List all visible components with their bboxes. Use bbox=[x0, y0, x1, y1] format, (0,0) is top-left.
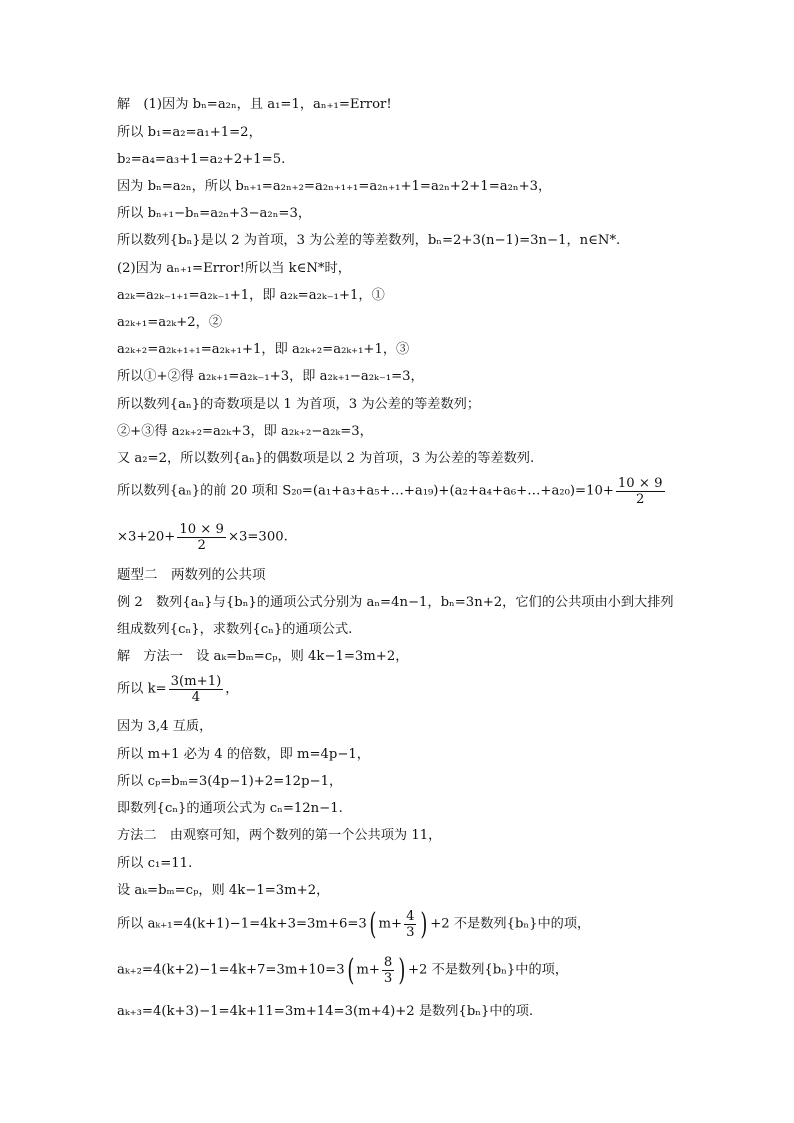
solution-line-4: 因为 bₙ=a₂ₙ，所以 bₙ₊₁=a₂ₙ₊₂=a₂ₙ₊₁₊₁=a₂ₙ₊₁+1=a₂ₙ+2+1=a₂ₙ+3， bbox=[117, 179, 552, 194]
example-line-1: 例 2 数列{aₙ}与{bₙ}的通项公式分别为 aₙ=4n−1，bₙ=3n+2，它们的公共项由小到大排列 bbox=[117, 595, 674, 610]
method1-line-2: 所以 k= $\frac{3(m+1)}{4}$ ， bbox=[117, 674, 239, 705]
section-heading: 题型二 两数列的公共项 bbox=[117, 567, 266, 583]
method2-line-3: 设 aₖ=bₘ=cₚ，则 4k−1=3m+2， bbox=[117, 883, 330, 898]
solution-line-12: 所以数列{aₙ}的奇数项是以 1 为首项，3 为公差的等差数列； bbox=[117, 397, 481, 412]
solution-line-14: 又 a₂=2，所以数列{aₙ}的偶数项是以 2 为首项，3 为公差的等差数列. bbox=[117, 451, 535, 466]
solution-line-6: 所以数列{bₙ}是以 2 为首项，3 为公差的等差数列，bₙ=2+3(n−1)=3n−1，n∈N*. bbox=[117, 233, 621, 248]
fraction: $\frac{4}{3}$ bbox=[406, 909, 415, 940]
fraction: $\frac{10 \times 9}{2}$ bbox=[617, 476, 663, 507]
solution-line-10: a₂ₖ₊₂=a₂ₖ₊₁₊₁=a₂ₖ₊₁+1，即 a₂ₖ₊₂=a₂ₖ₊₁+1，③ bbox=[117, 342, 410, 357]
method2-line-6: aₖ₊₃=4(k+3)−1=4k+11=3m+14=3(m+4)+2 是数列{bₙ}中的项. bbox=[117, 1004, 534, 1019]
solution-line-9: a₂ₖ₊₁=a₂ₖ+2，② bbox=[117, 315, 223, 330]
method1-line-1: 解 方法一 设 aₖ=bₘ=cₚ，则 4k−1=3m+2， bbox=[117, 649, 409, 664]
fraction: $\frac{10 \times 9}{2}$ bbox=[179, 522, 224, 553]
sum-expression: 所以数列{aₙ}的前 20 项和 S₂₀=(a₁+a₃+a₅+…+a₁₉)+(a₂+a₄+a₆+…+a₂₀)=10+ bbox=[117, 483, 614, 499]
solution-line-1: 解 (1)因为 bₙ=a₂ₙ，且 a₁=1，aₙ₊₁=Error! bbox=[117, 97, 392, 112]
method1-line-3: 因为 3,4 互质， bbox=[117, 719, 213, 734]
method2-line-1: 方法二 由观察可知，两个数列的第一个公共项为 11， bbox=[117, 828, 442, 843]
solution-line-5: 所以 bₙ₊₁−bₙ=a₂ₙ+3−a₂ₙ=3， bbox=[117, 206, 312, 221]
solution-line-13: ②+③得 a₂ₖ₊₂=a₂ₖ+3，即 a₂ₖ₊₂−a₂ₖ=3， bbox=[117, 424, 373, 439]
solution-line-11: 所以①+②得 a₂ₖ₊₁=a₂ₖ₋₁+3，即 a₂ₖ₊₁−a₂ₖ₋₁=3， bbox=[117, 369, 424, 384]
solution-line-7: (2)因为 aₙ₊₁=Error!所以当 k∈N*时， bbox=[117, 261, 351, 276]
method2-line-4: 所以 aₖ₊₁=4(k+1)−1=4k+3=3m+6=3( m+ $\frac{4}{3}$ ) +2 不是数列{bₙ}中的项， bbox=[117, 906, 591, 942]
solution-line-16: ×3+20+ $\frac{10 \times 9}{2}$ ×3=300. bbox=[117, 522, 288, 553]
method1-line-4: 所以 m+1 必为 4 的倍数，即 m=4p−1， bbox=[117, 747, 370, 762]
method2-line-2: 所以 c₁=11. bbox=[117, 856, 193, 871]
fraction: $\frac{8}{3}$ bbox=[383, 955, 393, 986]
method2-line-5: aₖ₊₂=4(k+2)−1=4k+7=3m+10=3( m+ $\frac{8}{3}$ ) +2 不是数列{bₙ}中的项， bbox=[117, 952, 569, 988]
example-line-2: 组成数列{cₙ}，求数列{cₙ}的通项公式. bbox=[117, 622, 353, 637]
solution-line-15 bbox=[117, 476, 667, 507]
fraction: $\frac{3(m+1)}{4}$ bbox=[170, 674, 222, 705]
solution-line-2: 所以 b₁=a₂=a₁+1=2， bbox=[117, 125, 262, 140]
method1-line-5: 所以 cₚ=bₘ=3(4p−1)+2=12p−1， bbox=[117, 774, 343, 789]
method1-line-6: 即数列{cₙ}的通项公式为 cₙ=12n−1. bbox=[117, 801, 343, 816]
solution-line-3: b₂=a₄=a₃+1=a₂+2+1=5. bbox=[117, 152, 286, 167]
solution-line-8: a₂ₖ=a₂ₖ₋₁₊₁=a₂ₖ₋₁+1，即 a₂ₖ=a₂ₖ₋₁+1，① bbox=[117, 288, 385, 303]
